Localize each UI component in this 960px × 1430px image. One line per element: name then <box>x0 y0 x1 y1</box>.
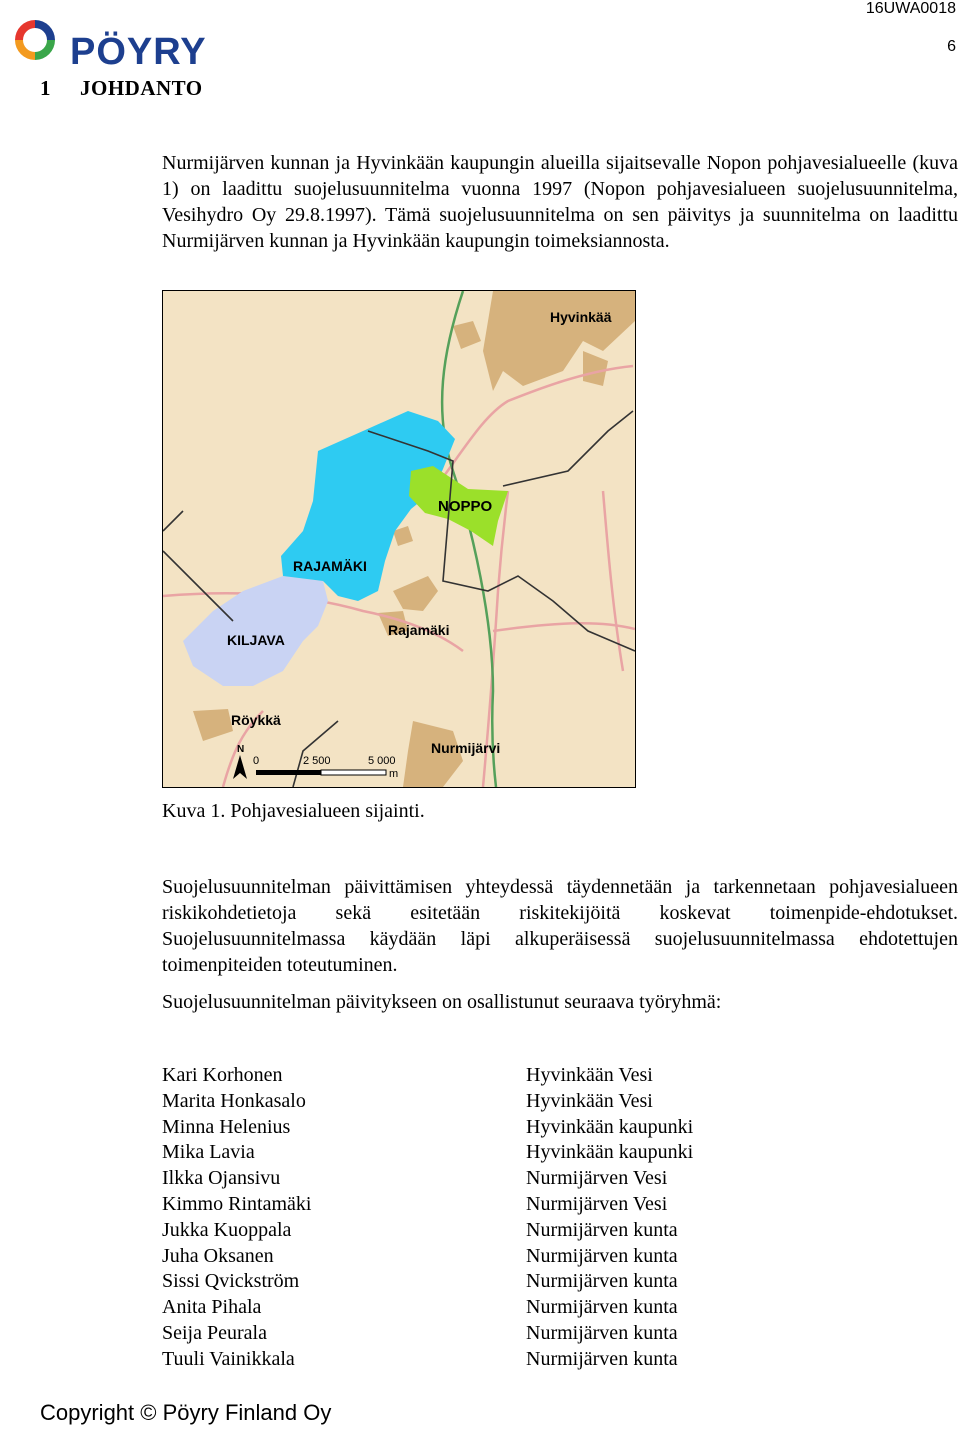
team-member-name: Kimmo Rintamäki <box>162 1192 312 1215</box>
team-member-org: Hyvinkään kaupunki <box>526 1141 694 1164</box>
team-member-org: Nurmijärven kunta <box>526 1321 678 1344</box>
figure-caption: Kuva 1. Pohjavesialueen sijainti. <box>162 800 425 822</box>
map-label-noppo: NOPPO <box>438 498 493 515</box>
team-member-org: Nurmijärven kunta <box>526 1296 678 1319</box>
svg-text:N: N <box>237 744 245 755</box>
team-member-name: Kari Korhonen <box>162 1064 283 1086</box>
team-member-name: Ilkka Ojansivu <box>162 1167 281 1190</box>
team-intro-paragraph: Suojelusuunnitelman päivitykseen on osallistunut seuraava työryhmä: <box>162 991 722 1013</box>
intro-paragraph: Nurmijärven kunnan ja Hyvinkään kaupungin alueilla sijaitsevalle Nopon pohjavesialueelle (kuva 1) on laadittu suojelusuunnitelma vuonna 1997 (Nopon pohjavesialueen suojelusuunnitelma, Vesihydro Oy 29.8.1997). Tämä suojelusuunnitelma on sen päivitys ja suunnitelma on laadittu Nurmijärven kunnan ja Hyvinkään kaupungin toimeksiannosta. <box>162 152 958 252</box>
page-number: 6 <box>947 38 956 55</box>
team-member-name: Seija Peurala <box>162 1321 267 1344</box>
map-label-roykka: Röykkä <box>231 712 281 728</box>
scale-label-end: 5 000 <box>368 755 396 767</box>
section-number: 1 <box>40 76 51 100</box>
document-code: 16UWA0018 <box>865 0 956 17</box>
team-member-org: Nurmijärven kunta <box>526 1244 678 1267</box>
team-member-name: Minna Helenius <box>162 1115 291 1138</box>
team-orgs-list <box>526 1063 693 1373</box>
company-logo <box>4 14 254 73</box>
logo-wordmark: PÖYRY <box>70 31 207 73</box>
map-label-kiljava: KILJAVA <box>227 632 285 648</box>
team-member-org: Nurmijärven kunta <box>526 1347 678 1370</box>
team-member-name: Sissi Qvickström <box>162 1270 300 1293</box>
team-member-org: Hyvinkään Vesi <box>526 1064 653 1086</box>
map-label-nurmijarvi: Nurmijärvi <box>431 740 501 756</box>
section-title: JOHDANTO <box>80 76 203 100</box>
team-member-name: Tuuli Vainikkala <box>162 1347 295 1370</box>
section-heading <box>40 76 203 101</box>
map-label-hyvinkaa: Hyvinkää <box>550 309 612 325</box>
team-member-name: Anita Pihala <box>162 1296 262 1319</box>
team-member-name: Jukka Kuoppala <box>162 1218 292 1241</box>
map-label-rajamaki-town: Rajamäki <box>388 622 450 638</box>
scale-label-zero: 0 <box>253 755 260 767</box>
team-member-org: Nurmijärven Vesi <box>526 1192 668 1215</box>
poyry-logo-icon <box>4 14 66 66</box>
scale-label-mid: 2 500 <box>303 755 331 767</box>
team-names-list <box>162 1063 311 1373</box>
copyright-footer: Copyright © Pöyry Finland Oy <box>40 1400 332 1425</box>
team-member-org: Nurmijärven kunta <box>526 1218 678 1241</box>
team-member-org: Hyvinkään kaupunki <box>526 1115 694 1138</box>
update-paragraph: Suojelusuunnitelman päivittämisen yhteydessä täydennetään ja tarkennetaan pohjavesialueen riskikohdetietoja sekä esitetään riskitekijöitä koskevat toimenpide-ehdotukset. Suojelusuunnitelmassa käydään läpi alkuperäisessä suojelusuunnitelmassa ehdotettujen toimenpiteiden toteutuminen. <box>162 876 958 976</box>
map-label-rajamaki-area: RAJAMÄKI <box>293 558 367 574</box>
scale-unit: m <box>389 768 399 780</box>
team-member-org: Nurmijärven Vesi <box>526 1167 668 1190</box>
location-map <box>162 290 636 788</box>
team-member-org: Hyvinkään Vesi <box>526 1089 653 1112</box>
team-member-name: Marita Honkasalo <box>162 1089 306 1112</box>
team-member-name: Mika Lavia <box>162 1141 255 1164</box>
team-member-name: Juha Oksanen <box>162 1244 274 1267</box>
team-member-org: Nurmijärven kunta <box>526 1270 678 1293</box>
